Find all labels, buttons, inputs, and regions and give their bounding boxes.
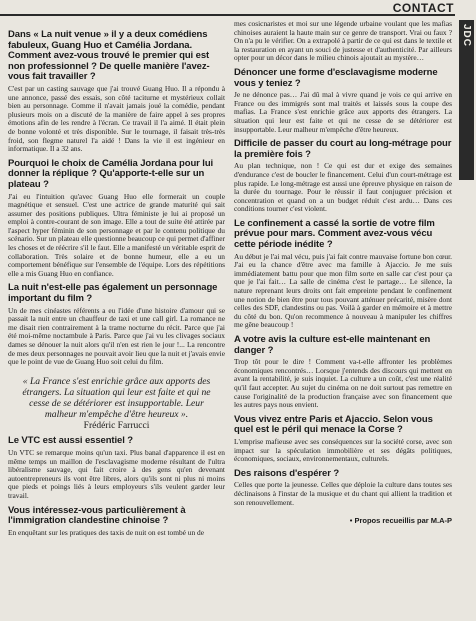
question-8: Le confinement a cassé la sortie de votre film prévue pour mars. Comment avez-vous vécu cette période inédite ?: [234, 217, 435, 251]
right-column: [234, 20, 452, 526]
answer-6: Je ne dénonce pas… J'ai dû mal à vivre quand je vois ce qui arrive en France ou des immigrés sont mal traités et laissés sous la coupe des mafias. La France s'est enrichie grâce aux apports des étrangers. La situation qui leur est faite et qui ne cesse de se détériorer est insupportable. Leur malheur m'empêche d'être heureux.: [234, 90, 452, 134]
header-rule: [0, 14, 455, 16]
answer-1: C'est par un casting sauvage que j'ai trouvé Guang Huo. Il a répondu à une annonce, passé des essais, son côté taciturne et mystérieux collait bien au personnage. Comme il n'avait jamais joué la comédie, pendant plusieurs mois on a discuté de la manière de faire appel à ses propres émotions afin de les rendre à l'écran. Ce travail il l'a aimé. Il était plein de bonne volonté et très disponible. Sur le tournage, il faisait très-très froid, son flegme naturel l'a aidé ! Dans la vie il est ingénieur en informatique. Il a 32 ans.: [8, 83, 225, 154]
section-title: CONTACT: [392, 1, 454, 15]
question-9: A votre avis la culture est-elle maintenant en danger ?: [234, 334, 431, 356]
question-3: La nuit n'est-elle pas également un personnage important du film ?: [8, 282, 218, 305]
left-column: [8, 20, 225, 539]
question-10: Vous vivez entre Paris et Ajaccio. Selon vous quel est le péril qui menace la Corse ?: [234, 413, 433, 436]
answer-11: Celles que porte la jeunesse. Celles que déploie la culture dans toutes ses déclinaisons à l'instar de la musique et du chant qui allient la tradition et son renouvellement.: [234, 480, 452, 507]
answer-5-continued: mes cosicnaristes et moi sur une légende urbaine voulant que les mafias chinoises auraient la haute main sur ce genre de transport. Vrai ou faux ? On n'a pu le vérifier. On a extrapolé à partir de ce qui est dans le textile et la restauration en ayant un souci de justesse et d'authenticité. Par ailleurs opter pour un décor dans le milieu chinois ajoutait au mystère…: [234, 19, 452, 63]
question-1: Dans « La nuit venue » il y a deux comédiens fabuleux, Guang Huo et Camélia Jordana. Comment avez-vous trouvé le premier qui est non professionnel ? De quelle manière l'avez-vous fait travailler ?: [8, 29, 210, 83]
question-4: Le VTC est aussi essentiel ?: [8, 435, 133, 447]
answer-10: L'emprise mafieuse avec ses conséquences sur la société corse, avec son impact sur la spéculation immobilière et ses dégâts politiques, économiques, sociaux, environnementaux, culturels.: [234, 436, 452, 464]
interview-credit: • Propos recueillis par M.A-P: [349, 516, 452, 526]
question-7: Difficile de passer du court au long-métrage pour la première fois ?: [234, 138, 452, 160]
answer-9: Trop tôt pour le dire ! Comment va-t-elle affronter les problèmes économiques rencontrés… Lorsque j'entends des discours qui mettent en avant la rentabilité, je suis inquiet. La culture a un coût, c'est une réalité qu'il faut accepter. Au sujet du cinéma on ne doit surtout pas remettre en cause l'originalité de la production française avec son financement que les autres pays nous envient.: [234, 357, 452, 410]
answer-8: Au début je l'ai mal vécu, puis j'ai fait contre mauvaise fortune bon cœur. J'ai eu la chance d'être avec ma famille à Ajaccio. Je me suis immédiatement battu pour que mon film sorte en salle car c'est pour ça que je l'ai fait… La salle de cinéma c'est le partage… Le silence, la nature reprenant leurs droits ont fait empreinte pendant le confinement une notion de bien être pour tous pouvant atténuer précarité, misère dont celles des SDF, clandestins ou pas. Voilà à garder en mémoire et à mettre du côté du bon. Qu'on recommence à nouveau à manipuler les chiffres me gêne beaucoup !: [234, 251, 452, 330]
question-6: Dénoncer une forme d'esclavagisme moderne vous y teniez ?: [234, 66, 438, 89]
answer-7: Au plan technique, non ! Ce qui est dur et exige des semaines d'endurance c'est de boucler le financement. Celui d'un court-métrage est plus rapide. Le long-métrage est aussi une épreuve physique en raison de la durée du tournage. Pour le réussir il faut conjuguer précision et concentration et quand on a un budget réduit c'est ardu… Dans ces conditions tourner c'est violent.: [234, 161, 452, 214]
answer-5: En enquêtant sur les pratiques des taxis de nuit on est tombé un de: [8, 527, 205, 537]
question-5: Vous intéressez-vous particulièrement à l'immigration clandestine chinoise ?: [8, 504, 186, 527]
answer-4: Un VTC se remarque moins qu'un taxi. Plus banal d'apparence il est en même temps un maillon de l'esclavagisme moderne résultant de l'ultra libéralisme sauvage, qui fait croire à des gens qu'en devenant autoentrepreneurs ils vont être libres, alors qu'ils sont ni plus ni moins que pieds et poings liés à leurs employeurs s'ils veulent garder leur travail.: [8, 447, 225, 500]
pull-quote: « La France s'est enrichie grâce aux apports des étrangers. La situation qui leur est faite et qui ne cesse de se détériorer est insupportable. Leur malheur m'empêche d'être heureux ».: [22, 375, 211, 420]
answer-3: Un de mes cinéastes référents a eu l'idée d'une histoire d'amour qui se passait la nuit entre un chauffeur de taxi et une call girl. La romance ne me disait rien contrairement à la trame nocturne du récit. Parce que j'ai été moi-même noctambule à Paris. Parce que j'ai vu les clivages sociaux dames se dénouer la nuit alors qu'il n'en est rien le jour !... La rencontre de mes deux personnages ne pouvait avoir lieu que la nuit et j'avais envie que le point de vue de Guang Huo soit celui du film.: [8, 305, 225, 367]
pull-quote-author: Frédéric Farrucci: [83, 420, 150, 431]
answer-2: J'ai eu l'intuition qu'avec Guang Huo elle formerait un couple magnétique et sensuel. C'est une actrice de grande maturité qui sait assumer des positions publiques. Ultra féministe je lui ai proposé un emploi à contre-courant de son image. Elle a tout de suite été attirée par l'aspect hyper féminin de son personnage et par le contenu politique du scénario. Sur un plateau elle questionne beaucoup ce qui permet d'affiner les choses et de réécrire s'il le faut. Elle a manifesté un véritable esprit de collaboration. Très solaire et de bonne humeur, elle a eu un comportement bénéfique sur l'ensemble de l'équipe. Lors des répétitions elle a mis Guang Huo en confiance.: [8, 191, 225, 278]
side-tab-label: JDC: [459, 20, 474, 180]
question-11: Des raisons d'espérer ?: [234, 467, 340, 479]
question-2: Pourquoi le choix de Camélia Jordana pour lui donner la réplique ? Qu'apporte-t-elle sur un plateau ?: [8, 157, 214, 190]
